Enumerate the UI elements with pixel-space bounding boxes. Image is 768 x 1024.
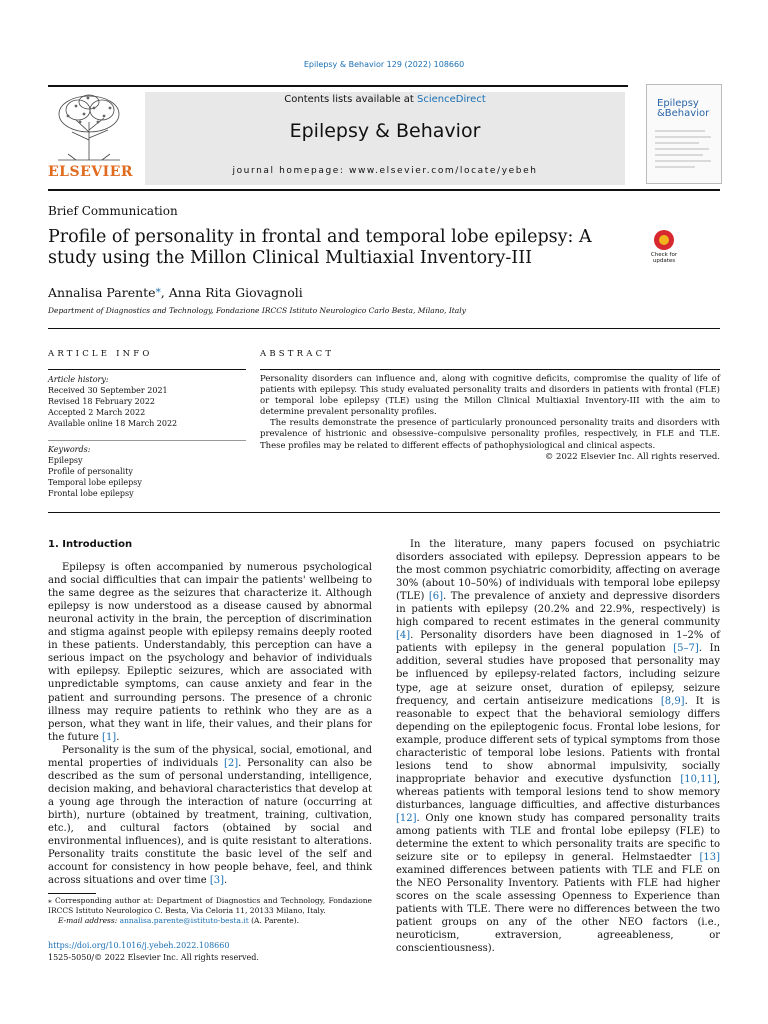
body-right-column	[396, 538, 720, 956]
reference-link[interactable]: [1]	[102, 731, 117, 743]
reference-link[interactable]: [12]	[396, 812, 417, 824]
history-label: Article history:	[48, 375, 109, 384]
corresponding-author-mark[interactable]: ⁎	[155, 283, 161, 295]
article-info-rule	[48, 369, 246, 370]
reference-link[interactable]: [2]	[223, 757, 239, 769]
elsevier-wordmark: ELSEVIER	[48, 164, 134, 180]
author-list	[48, 283, 303, 300]
history-accepted: Accepted 2 March 2022	[48, 408, 146, 417]
abstract-body	[260, 374, 720, 463]
check-for-updates-button[interactable]	[646, 230, 682, 268]
journal-homepage[interactable]: journal homepage: www.elsevier.com/locate/yebeh	[232, 166, 538, 176]
article-type: Brief Communication	[48, 204, 178, 218]
cover-title	[657, 99, 709, 119]
sciencedirect-link[interactable]: ScienceDirect	[417, 94, 486, 105]
reference-link[interactable]: [13]	[699, 852, 720, 864]
cover-text-lines-icon	[655, 127, 713, 177]
body-paragraph: Epilepsy is often accompanied by numerous psychological and social difficulties that can impair the patients' wellbeing to the same degree as the seizures that characterize it. Although epilepsy is now understood as a disease caused by abnormal neuronal activity in the brain, the perception of discrimination and stigma against people with epilepsy remains deeply rooted in these patients. Understandably, this perception can have a serious impact on the psychology and behavior of individuals with epilepsy. Epileptic seizures, which are associated with unpredictable symptoms, can cause anxiety and fear in the patient and surrounding persons. The presence of a chronic illness may require patients to rethink who they are as a person, what they want in life, their values, and their plans for the future [1].	[48, 562, 372, 743]
abstract-copyright: © 2022 Elsevier Inc. All rights reserved.	[544, 451, 720, 462]
keyword: Profile of personality	[48, 467, 133, 476]
email-label: E-mail address:	[58, 916, 120, 925]
keyword: Epilepsy	[48, 456, 83, 465]
doi-link[interactable]: https://doi.org/10.1016/j.yebeh.2022.108660	[48, 941, 230, 950]
keywords-label: Keywords:	[48, 445, 91, 454]
keywords-rule	[48, 440, 246, 441]
abstract-paragraph: Personality disorders can influence and, along with cognitive deficits, compromise the quality of life of patients with epilepsy. This study evaluated personality traits and disorders in patients with frontal (FLE) or temporal lobe epilepsy (TLE) using the Millon Clinical Multiaxial Inventory-III with the aim to determine prevalent personality profiles.	[260, 374, 720, 418]
header-rule-top	[48, 85, 628, 87]
contents-prefix: Contents lists available at	[284, 94, 418, 105]
reference-link[interactable]: [5–7]	[673, 643, 699, 655]
affiliation: Department of Diagnostics and Technology, Fondazione IRCCS Istituto Neurologico Carlo Besta, Milano, Italy	[48, 306, 466, 315]
article-title: Profile of personality in frontal and temporal lobe epilepsy: A study using the Millon Clinical Multiaxial Inventory-III	[48, 227, 592, 268]
history-online: Available online 18 March 2022	[48, 419, 178, 428]
body-left-column	[48, 538, 372, 887]
author-name: Annalisa Parente	[48, 285, 156, 301]
journal-cover[interactable]	[646, 84, 722, 184]
reference-link[interactable]: [10,11]	[680, 773, 717, 785]
journal-citation[interactable]: Epilepsy & Behavior 129 (2022) 108660	[303, 60, 465, 69]
reference-link[interactable]: [3]	[209, 875, 225, 887]
check-updates-label: Check for updates	[650, 252, 678, 264]
body-paragraph: In the literature, many papers focused on psychiatric disorders associated with epilepsy. Depression appears to be the most common psychiatric comorbidity, affecting on average 30% (about 10–50%) of individuals with temporal lobe epilepsy (TLE) [6]. The prevalence of anxiety and depressive disorders in patients with epilepsy (20.2% and 22.9%, respectively) is high compared to recent estimates in the general community [4]. Personality disorders have been diagnosed in 1–2% of patients with epilepsy in the general population [5–7]. In addition, several studies have proposed that personality may be influenced by epilepsy-related factors, including seizure type, age at seizure onset, duration of epilepsy, seizure frequency, and certain antiseizure medications [8,9]. It is reasonable to expect that the behavioral semiology differs depending on the epileptogenic focus. Frontal lobe lesions, for example, produce different sets of typical symptoms from those characteristic of temporal lobe lesions. Patients with frontal lesions tend to show abnormal impulsivity, socially inappropriate behavior and executive dysfunction [10,11], whereas patients with temporal lesions tend to show memory disturbances, language difficulties, and affective disturbances [12]. Only one known study has compared personality traits among patients with TLE and frontal lobe epilepsy (FLE) to determine the extent to which personality traits are specific to seizure site or to epilepsy in general. Helmstaedter [13] examined differences between patients with TLE and FLE on the NEO Personality Inventory. Patients with FLE had higher scores on the scale assessing Openness to Experience than patients with TLE. There were no differences between the two patient groups on any of the other NEO factors (i.e., neuroticism, extraversion, agreeableness, or conscientiousness).	[396, 539, 721, 955]
article-history	[48, 374, 246, 429]
elsevier-logo[interactable]	[48, 92, 134, 180]
header-rule-bottom	[48, 189, 720, 191]
reference-link[interactable]: [8,9]	[660, 695, 685, 707]
contents-available	[145, 94, 625, 105]
section-heading: 1. Introduction	[48, 539, 133, 550]
footnote-text: Corresponding author at: Department of Diagnostics and Technology, Fondazione IRCCS Istituto Neurologico C. Besta, Via Celoria 11, 20133 Milano, Italy.	[48, 896, 372, 915]
reference-link[interactable]: [4]	[396, 630, 411, 642]
article-info-heading: ARTICLE INFO	[48, 349, 153, 359]
corresponding-author-footnote: ⁎ Corresponding author at: Department of Diagnostics and Technology, Fondazione IRCCS Istituto Neurologico C. Besta, Via Celoria 11, 20133 Milano, Italy. E-mail address: annalisa.parente@istituto-besta.it (A. Parente).	[48, 896, 372, 925]
issn-copyright: 1525-5050/© 2022 Elsevier Inc. All rights reserved.	[48, 953, 259, 962]
journal-name: Epilepsy & Behavior	[289, 120, 481, 142]
history-received: Received 30 September 2021	[48, 386, 168, 395]
keywords	[48, 444, 246, 499]
abstract-rule	[260, 369, 720, 370]
cover-title-line2: &Behavior	[657, 108, 710, 119]
history-revised: Revised 18 February 2022	[48, 397, 156, 406]
keyword: Frontal lobe epilepsy	[48, 489, 134, 498]
reference-link[interactable]: [6]	[428, 591, 444, 603]
elsevier-tree-icon	[48, 92, 130, 162]
check-updates-icon	[654, 230, 674, 250]
keyword: Temporal lobe epilepsy	[48, 478, 142, 487]
cover-title-line1: Epilepsy	[657, 98, 699, 109]
author-name: , Anna Rita Giovagnoli	[160, 285, 303, 301]
abstract-paragraph: The results demonstrate the presence of particularly pronounced personality traits and disorders with prevalence of histrionic and obsessive–compulsive personality profiles, respectively, in FLE and TLE. These profiles may be related to different effects of pathophysiological and clinical aspects.	[260, 418, 720, 451]
body-paragraph: Personality is the sum of the physical, social, emotional, and mental properties of individuals [2]. Personality can also be described as the sum of personal understanding, intelligence, decision making, and behavioral characteristics that develop at a young age through the interaction of nature (occurring at birth), nurture (obtained by treatment, training, cultivation, etc.), and cultural factors (obtained by social and environmental influences), and is quite resistant to alterations. Personality traits constitute the basic level of the self and account for consistency in how people behave, feel, and think across situations and over time [3].	[48, 744, 373, 887]
footnote-rule	[48, 893, 96, 894]
section-rule	[48, 328, 720, 329]
abstract-heading: ABSTRACT	[260, 349, 335, 359]
footnote-mark: ⁎	[48, 896, 52, 905]
abstract-bottom-rule	[48, 512, 720, 513]
email-link[interactable]: annalisa.parente@istituto-besta.it	[119, 916, 249, 925]
